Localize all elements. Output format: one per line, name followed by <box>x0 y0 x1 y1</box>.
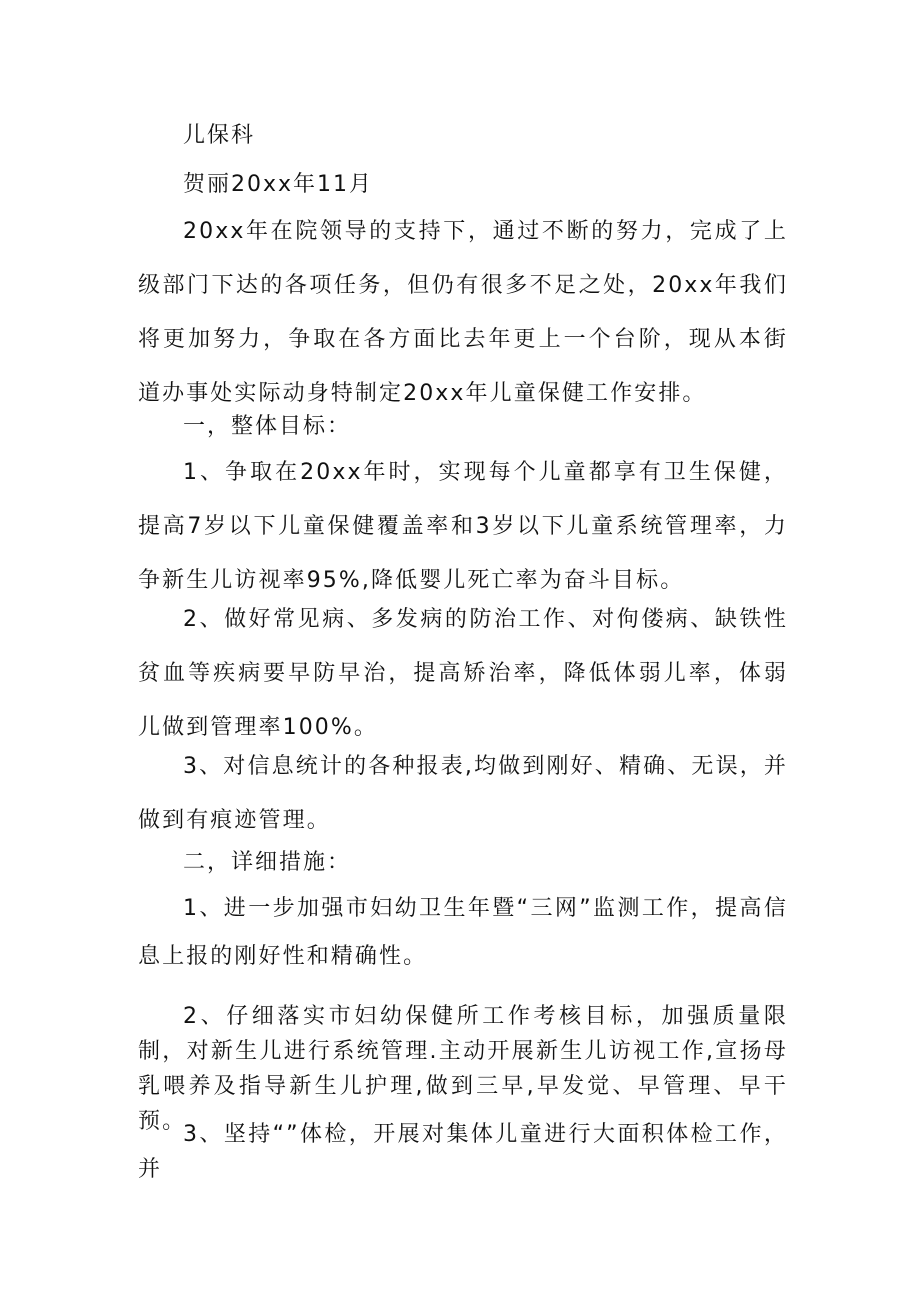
intro-paragraph: 20xx年在院领导的支持下，通过不断的努力，完成了上级部门下达的各项任务，但仍有很多不足之处，20xx年我们将更加努力，争取在各方面比去年更上一个台阶，现从本街道办事处实际动身特制定20xx年儿童保健工作安排。 <box>138 219 788 406</box>
section2-item-2: 2、仔细落实市妇幼保健所工作考核目标，加强质量限制，对新生儿进行系统管理.主动开展新生儿访视工作,宣扬母乳喂养及指导新生儿护理,做到三早,早发觉、早管理、早干预。 <box>138 1004 788 1134</box>
section1-item-2: 2、做好常见病、多发病的防治工作、对佝偻病、缺铁性贫血等疾病要早防早治，提高矫治率，降低体弱儿率，体弱儿做到管理率100%。 <box>138 607 788 740</box>
section1-item-1: 1、争取在20xx年时，实现每个儿童都享有卫生保健，提高7岁以下儿童保健覆盖率和3岁以下儿童系统管理率，力争新生儿访视率95%,降低婴儿死亡率为奋斗目标。 <box>138 460 788 593</box>
author-date: 贺丽20xx年11月 <box>183 172 374 197</box>
section2-item-1: 1、进一步加强市妇幼卫生年暨“三网”监测工作，提高信息上报的刚好性和精确性。 <box>138 896 788 969</box>
section1-heading: 一，整体目标： <box>183 414 352 439</box>
section2-heading: 二，详细措施： <box>183 850 352 875</box>
section2-item-3: 3、坚持“”体检，开展对集体儿童进行大面积体检工作，并 <box>138 1122 788 1182</box>
department-label: 儿保科 <box>183 123 256 148</box>
section1-item-3: 3、对信息统计的各种报表,均做到刚好、精确、无误，并做到有痕迹管理。 <box>138 754 788 833</box>
